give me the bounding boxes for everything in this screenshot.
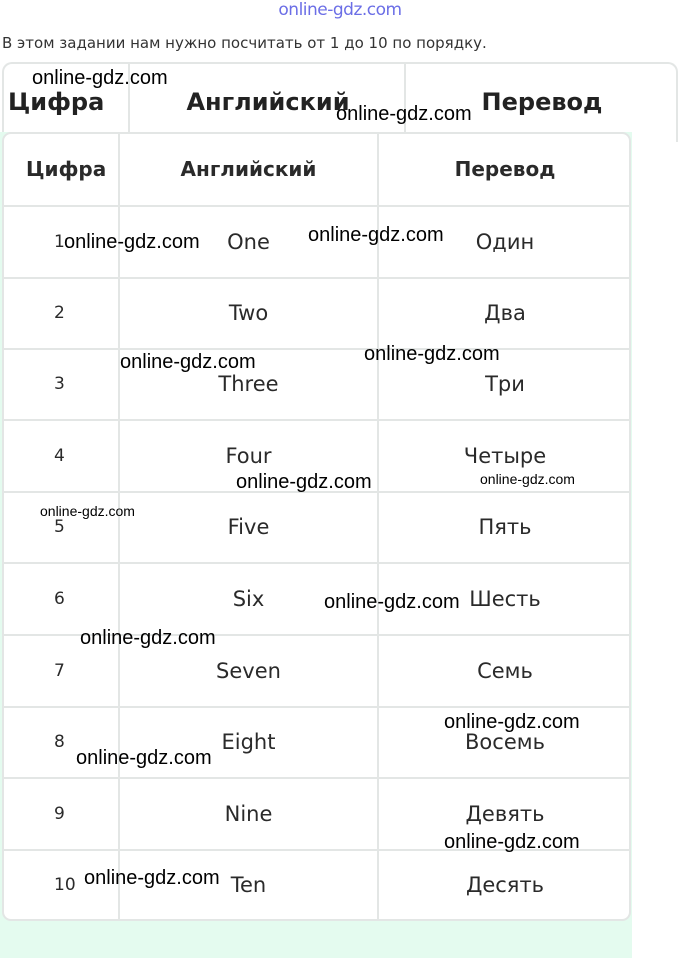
watermark: online-gdz.com (444, 711, 580, 733)
header-english: Английский (180, 157, 317, 181)
row-number: 1 (54, 232, 65, 252)
row-english: Five (227, 515, 270, 539)
watermark: online-gdz.com (444, 831, 580, 853)
intro-text: В этом задании нам нужно посчитать от 1 до 10 по порядку. (2, 34, 487, 52)
row-translation: Пять (478, 515, 532, 539)
top-header-digit: Цифра (8, 88, 105, 116)
watermark: online-gdz.com (64, 231, 200, 253)
watermark: online-gdz.com (120, 351, 256, 373)
row-number: 8 (54, 732, 65, 752)
row-number: 9 (54, 804, 65, 824)
row-translation: Два (484, 301, 526, 325)
watermark: online-gdz.com (308, 224, 444, 246)
row-english: One (227, 230, 270, 254)
watermark: online-gdz.com (364, 343, 500, 365)
watermark: online-gdz.com (236, 471, 372, 493)
watermark: online-gdz.com (324, 591, 460, 613)
watermark: online-gdz.com (480, 471, 575, 487)
row-translation: Четыре (463, 444, 547, 468)
row-translation: Десять (465, 873, 545, 897)
table-row (4, 349, 629, 421)
row-number: 4 (54, 446, 65, 466)
row-english: Four (225, 444, 272, 468)
row-number: 7 (54, 661, 65, 681)
row-english: Ten (230, 873, 267, 897)
row-translation: Девять (465, 802, 545, 826)
row-english: Six (232, 587, 265, 611)
row-english: Eight (221, 730, 276, 754)
row-english: Two (228, 301, 269, 325)
watermark: online-gdz.com (336, 103, 472, 125)
watermark: online-gdz.com (80, 627, 216, 649)
table-row (4, 278, 629, 350)
row-number: 10 (54, 875, 76, 895)
table-row (4, 564, 629, 636)
row-translation: Восемь (465, 730, 545, 754)
row-english: Nine (224, 802, 273, 826)
row-number: 3 (54, 374, 65, 394)
row-number: 2 (54, 303, 65, 323)
row-number: 5 (54, 517, 65, 537)
watermark: online-gdz.com (32, 67, 168, 89)
row-english: Three (218, 372, 279, 396)
watermark: online-gdz.com (40, 503, 135, 519)
watermark: online-gdz.com (76, 747, 212, 769)
row-number: 6 (54, 589, 65, 609)
top-header-english: Английский (186, 88, 350, 116)
site-logo[interactable]: online-gdz.com (278, 0, 402, 20)
row-translation: Семь (477, 659, 533, 683)
row-english: Seven (216, 659, 281, 683)
row-translation: Шесть (469, 587, 541, 611)
row-translation: Один (475, 230, 535, 254)
watermark: online-gdz.com (84, 867, 220, 889)
header-digit: Цифра (26, 157, 107, 181)
row-translation: Три (485, 372, 525, 396)
top-header-translation: Перевод (481, 88, 603, 116)
table-header-row (4, 134, 629, 207)
header-translation: Перевод (454, 157, 556, 181)
